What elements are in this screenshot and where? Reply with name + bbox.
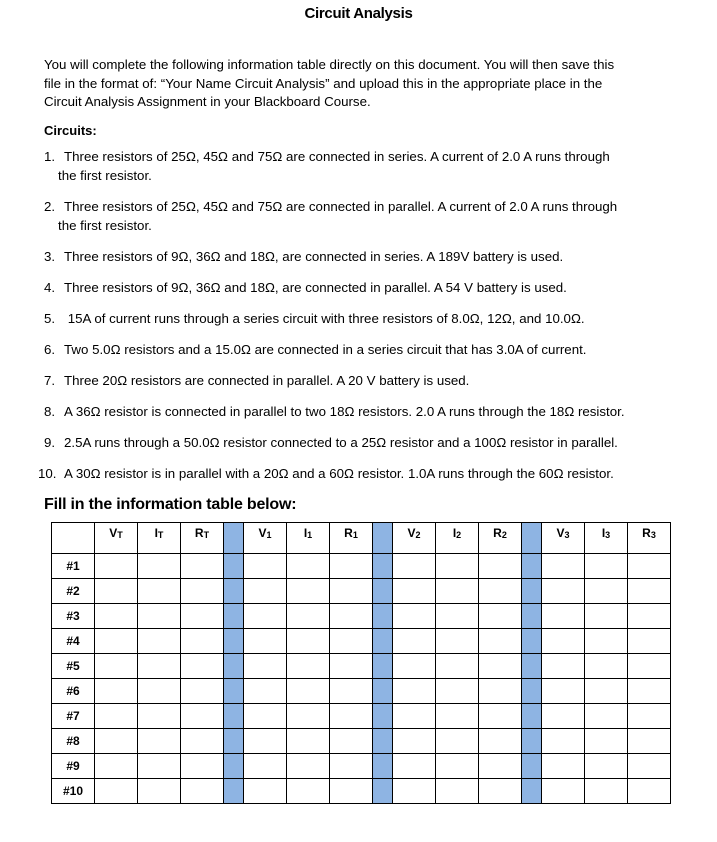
answer-cell[interactable] xyxy=(585,579,628,604)
header-subscript: 1 xyxy=(307,530,313,540)
answer-cell[interactable] xyxy=(138,754,181,779)
answer-cell[interactable] xyxy=(244,579,287,604)
answer-cell[interactable] xyxy=(287,654,330,679)
header-symbol: I xyxy=(154,526,158,540)
header-symbol: V xyxy=(258,526,267,540)
answer-cell[interactable] xyxy=(95,629,138,654)
answer-cell[interactable] xyxy=(585,754,628,779)
answer-cell[interactable] xyxy=(95,754,138,779)
answer-cell[interactable] xyxy=(542,704,585,729)
answer-cell[interactable] xyxy=(393,729,436,754)
answer-cell[interactable] xyxy=(287,779,330,804)
column-header xyxy=(479,523,522,554)
column-separator xyxy=(373,654,393,679)
answer-cell[interactable] xyxy=(436,554,479,579)
problem-text: 15A of current runs through a series circuit with three resistors of 8.0Ω, 12Ω, and 10.0Ω. xyxy=(64,311,585,326)
answer-cell[interactable] xyxy=(436,729,479,754)
row-label: #7 xyxy=(52,704,95,729)
answer-cell[interactable] xyxy=(181,729,224,754)
header-symbol: R xyxy=(642,526,651,540)
answer-cell[interactable] xyxy=(542,779,585,804)
column-separator xyxy=(522,523,542,554)
answer-cell[interactable] xyxy=(95,554,138,579)
problem-number: 1. xyxy=(44,149,56,164)
column-header xyxy=(244,523,287,554)
answer-cell[interactable] xyxy=(479,654,522,679)
column-separator xyxy=(522,629,542,654)
column-separator xyxy=(522,704,542,729)
header-subscript: 2 xyxy=(415,530,421,540)
answer-cell[interactable] xyxy=(287,729,330,754)
answer-cell[interactable] xyxy=(181,754,224,779)
row-label: #3 xyxy=(52,604,95,629)
answer-cell[interactable] xyxy=(585,729,628,754)
answer-cell[interactable] xyxy=(393,704,436,729)
answer-cell[interactable] xyxy=(542,629,585,654)
answer-cell[interactable] xyxy=(138,704,181,729)
table-row xyxy=(52,679,671,704)
table-header-row xyxy=(52,523,671,554)
column-separator xyxy=(373,754,393,779)
column-header xyxy=(181,523,224,554)
answer-cell[interactable] xyxy=(628,679,671,704)
problem-number: 5. xyxy=(44,311,56,326)
answer-cell[interactable] xyxy=(393,604,436,629)
answer-cell[interactable] xyxy=(628,629,671,654)
column-separator xyxy=(373,579,393,604)
problem-text: Three 20Ω resistors are connected in parallel. A 20 V battery is used. xyxy=(64,373,470,388)
answer-cell[interactable] xyxy=(138,679,181,704)
problem-text: Three resistors of 25Ω, 45Ω and 75Ω are connected in series. A current of 2.0 A runs through xyxy=(64,149,610,164)
answer-cell[interactable] xyxy=(436,704,479,729)
answer-cell[interactable] xyxy=(542,554,585,579)
answer-cell[interactable] xyxy=(95,704,138,729)
column-separator xyxy=(522,554,542,579)
problem-number: 3. xyxy=(44,249,56,264)
answer-cell[interactable] xyxy=(95,604,138,629)
header-symbol: I xyxy=(303,526,308,540)
header-subscript: 1 xyxy=(352,530,358,540)
answer-cell[interactable] xyxy=(244,629,287,654)
answer-cell[interactable] xyxy=(393,754,436,779)
column-separator xyxy=(373,679,393,704)
answer-cell[interactable] xyxy=(585,604,628,629)
row-label: #10 xyxy=(52,779,95,804)
header-symbol: R xyxy=(344,526,353,540)
answer-cell[interactable] xyxy=(436,579,479,604)
answer-cell[interactable] xyxy=(181,629,224,654)
answer-cell[interactable] xyxy=(138,654,181,679)
answer-cell[interactable] xyxy=(436,604,479,629)
header-subscript: 2 xyxy=(456,530,462,540)
answer-cell[interactable] xyxy=(287,579,330,604)
column-header xyxy=(585,523,628,554)
row-label: #4 xyxy=(52,629,95,654)
column-separator xyxy=(224,629,244,654)
column-separator xyxy=(373,779,393,804)
answer-cell[interactable] xyxy=(181,779,224,804)
problem-text-continued: the first resistor. xyxy=(58,167,152,183)
row-label: #1 xyxy=(52,554,95,579)
header-subscript: T xyxy=(117,530,123,540)
answer-cell[interactable] xyxy=(542,679,585,704)
row-label: #2 xyxy=(52,579,95,604)
answer-cell[interactable] xyxy=(138,629,181,654)
problem-item xyxy=(44,198,617,235)
row-label: #5 xyxy=(52,654,95,679)
answer-cell[interactable] xyxy=(181,554,224,579)
problem-item xyxy=(44,310,585,329)
answer-cell[interactable] xyxy=(330,654,373,679)
answer-cell[interactable] xyxy=(542,579,585,604)
answer-cell[interactable] xyxy=(244,554,287,579)
answer-cell[interactable] xyxy=(244,754,287,779)
answer-cell[interactable] xyxy=(330,604,373,629)
answer-cell[interactable] xyxy=(393,654,436,679)
answer-cell[interactable] xyxy=(330,629,373,654)
answer-cell[interactable] xyxy=(436,679,479,704)
answer-cell[interactable] xyxy=(628,704,671,729)
problem-text-continued: the first resistor. xyxy=(58,217,152,233)
answer-cell[interactable] xyxy=(95,729,138,754)
answer-cell[interactable] xyxy=(330,704,373,729)
column-header xyxy=(436,523,479,554)
column-separator xyxy=(224,754,244,779)
answer-cell[interactable] xyxy=(479,704,522,729)
answer-cell[interactable] xyxy=(95,654,138,679)
answer-cell[interactable] xyxy=(287,679,330,704)
answer-cell[interactable] xyxy=(393,579,436,604)
answer-cell[interactable] xyxy=(244,704,287,729)
column-separator xyxy=(224,554,244,579)
problem-text: Three resistors of 9Ω, 36Ω and 18Ω, are connected in parallel. A 54 V battery is used. xyxy=(64,280,567,295)
answer-cell[interactable] xyxy=(542,729,585,754)
header-subscript: 1 xyxy=(266,530,272,540)
answer-cell[interactable] xyxy=(479,604,522,629)
header-subscript: T xyxy=(157,530,164,540)
answer-cell[interactable] xyxy=(138,604,181,629)
problem-item xyxy=(44,248,563,267)
column-separator xyxy=(522,654,542,679)
answer-cell[interactable] xyxy=(393,679,436,704)
column-header xyxy=(138,523,181,554)
answer-cell[interactable] xyxy=(330,729,373,754)
column-header xyxy=(628,523,671,554)
answer-cell[interactable] xyxy=(628,604,671,629)
table-row xyxy=(52,729,671,754)
header-symbol: R xyxy=(194,526,204,540)
column-separator xyxy=(224,604,244,629)
problem-text: Three resistors of 9Ω, 36Ω and 18Ω, are connected in series. A 189V battery is used. xyxy=(64,249,564,264)
column-separator xyxy=(373,523,393,554)
row-label: #8 xyxy=(52,729,95,754)
column-separator xyxy=(522,679,542,704)
table-row xyxy=(52,629,671,654)
column-header xyxy=(542,523,585,554)
column-header xyxy=(95,523,138,554)
table-row xyxy=(52,554,671,579)
answer-cell[interactable] xyxy=(436,779,479,804)
column-separator xyxy=(224,579,244,604)
answer-cell[interactable] xyxy=(330,579,373,604)
column-separator xyxy=(522,779,542,804)
row-label: #6 xyxy=(52,679,95,704)
header-symbol: I xyxy=(601,526,606,540)
answer-cell[interactable] xyxy=(138,729,181,754)
problem-number: 9. xyxy=(44,435,56,450)
header-subscript: T xyxy=(203,530,210,540)
problem-item xyxy=(44,148,610,185)
answer-cell[interactable] xyxy=(585,554,628,579)
answer-cell[interactable] xyxy=(585,629,628,654)
answer-cell[interactable] xyxy=(479,729,522,754)
column-separator xyxy=(522,579,542,604)
answer-cell[interactable] xyxy=(628,729,671,754)
answer-cell[interactable] xyxy=(393,629,436,654)
column-header xyxy=(330,523,373,554)
answer-cell[interactable] xyxy=(244,729,287,754)
answer-cell[interactable] xyxy=(181,654,224,679)
problem-number: 4. xyxy=(44,280,56,295)
answer-cell[interactable] xyxy=(479,579,522,604)
column-separator xyxy=(522,729,542,754)
answer-cell[interactable] xyxy=(138,579,181,604)
problem-item xyxy=(44,434,618,453)
corner-cell xyxy=(52,523,95,554)
answer-cell[interactable] xyxy=(95,679,138,704)
answer-cell[interactable] xyxy=(181,579,224,604)
answer-cell[interactable] xyxy=(330,679,373,704)
header-symbol: R xyxy=(493,526,502,540)
problem-item xyxy=(44,403,625,422)
answer-cell[interactable] xyxy=(181,679,224,704)
circuits-heading: Circuits: xyxy=(44,123,97,138)
table-row xyxy=(52,704,671,729)
table-row xyxy=(52,579,671,604)
answer-cell[interactable] xyxy=(95,579,138,604)
answer-cell[interactable] xyxy=(585,779,628,804)
answer-cell[interactable] xyxy=(542,754,585,779)
problem-text: Three resistors of 25Ω, 45Ω and 75Ω are connected in parallel. A current of 2.0 A runs through xyxy=(64,199,618,214)
answer-cell[interactable] xyxy=(542,654,585,679)
answer-cell[interactable] xyxy=(138,554,181,579)
answer-cell[interactable] xyxy=(287,704,330,729)
answer-cell[interactable] xyxy=(181,704,224,729)
header-subscript: 3 xyxy=(605,530,611,540)
column-header xyxy=(393,523,436,554)
answer-cell[interactable] xyxy=(585,654,628,679)
answer-cell[interactable] xyxy=(393,554,436,579)
answer-cell[interactable] xyxy=(287,604,330,629)
answer-cell[interactable] xyxy=(181,604,224,629)
intro-line: You will complete the following information table directly on this document. You will then save this xyxy=(44,57,615,72)
answer-cell[interactable] xyxy=(628,579,671,604)
column-separator xyxy=(522,604,542,629)
column-separator xyxy=(373,629,393,654)
column-separator xyxy=(373,604,393,629)
answer-cell[interactable] xyxy=(628,754,671,779)
column-header xyxy=(287,523,330,554)
column-separator xyxy=(224,779,244,804)
answer-cell[interactable] xyxy=(95,779,138,804)
table-row xyxy=(52,754,671,779)
header-symbol: I xyxy=(452,526,457,540)
answer-cell[interactable] xyxy=(479,754,522,779)
answer-cell[interactable] xyxy=(542,604,585,629)
answer-cell[interactable] xyxy=(585,679,628,704)
answer-cell[interactable] xyxy=(287,629,330,654)
problem-number: 2. xyxy=(44,199,56,214)
column-separator xyxy=(224,523,244,554)
answer-cell[interactable] xyxy=(436,654,479,679)
answer-cell[interactable] xyxy=(436,754,479,779)
table-row xyxy=(52,654,671,679)
column-separator xyxy=(373,704,393,729)
answer-cell[interactable] xyxy=(287,754,330,779)
answer-cell[interactable] xyxy=(479,679,522,704)
information-table xyxy=(51,522,671,804)
page-title: Circuit Analysis xyxy=(304,5,413,22)
problem-number: 8. xyxy=(44,404,56,419)
column-separator xyxy=(224,704,244,729)
answer-cell[interactable] xyxy=(330,779,373,804)
answer-cell[interactable] xyxy=(479,629,522,654)
answer-cell[interactable] xyxy=(244,779,287,804)
problem-number: 6. xyxy=(44,342,56,357)
problem-text: A 30Ω resistor is in parallel with a 20Ω and a 60Ω resistor. 1.0A runs through the 60Ω resistor. xyxy=(64,466,614,481)
row-label: #9 xyxy=(52,754,95,779)
column-separator xyxy=(373,729,393,754)
answer-cell[interactable] xyxy=(244,654,287,679)
table-row xyxy=(52,779,671,804)
problem-text: A 36Ω resistor is connected in parallel to two 18Ω resistors. 2.0 A runs through the 18Ω resistor. xyxy=(64,404,625,419)
answer-cell[interactable] xyxy=(330,754,373,779)
problem-item xyxy=(38,465,614,484)
answer-cell[interactable] xyxy=(244,604,287,629)
answer-cell[interactable] xyxy=(138,779,181,804)
header-subscript: 2 xyxy=(501,530,507,540)
answer-cell[interactable] xyxy=(479,779,522,804)
column-separator xyxy=(224,729,244,754)
header-symbol: V xyxy=(109,526,118,540)
answer-cell[interactable] xyxy=(330,554,373,579)
intro-line: file in the format of: “Your Name Circuit Analysis” and upload this in the appropriate place in the xyxy=(44,75,603,91)
answer-cell[interactable] xyxy=(244,679,287,704)
column-separator xyxy=(373,554,393,579)
problem-item xyxy=(44,341,586,360)
problem-text: Two 5.0Ω resistors and a 15.0Ω are connected in a series circuit that has 3.0A of current. xyxy=(64,342,587,357)
problem-item xyxy=(44,372,469,391)
answer-cell[interactable] xyxy=(628,779,671,804)
problem-number: 7. xyxy=(44,373,56,388)
answer-cell[interactable] xyxy=(479,554,522,579)
intro-paragraph xyxy=(44,56,684,112)
table-row xyxy=(52,604,671,629)
column-separator xyxy=(224,679,244,704)
header-subscript: 3 xyxy=(564,530,570,540)
fill-table-heading: Fill in the information table below: xyxy=(44,496,297,513)
answer-cell[interactable] xyxy=(628,654,671,679)
answer-cell[interactable] xyxy=(585,704,628,729)
problem-number: 10. xyxy=(38,466,57,481)
problem-item xyxy=(44,279,567,298)
header-symbol: V xyxy=(556,526,565,540)
column-separator xyxy=(522,754,542,779)
column-separator xyxy=(224,654,244,679)
intro-line: Circuit Analysis Assignment in your Blackboard Course. xyxy=(44,94,371,110)
answer-cell[interactable] xyxy=(628,554,671,579)
header-subscript: 3 xyxy=(650,530,656,540)
answer-cell[interactable] xyxy=(287,554,330,579)
header-symbol: V xyxy=(407,526,416,540)
answer-cell[interactable] xyxy=(436,629,479,654)
answer-cell[interactable] xyxy=(393,779,436,804)
problem-text: 2.5A runs through a 50.0Ω resistor connected to a 25Ω resistor and a 100Ω resistor in parallel. xyxy=(64,435,618,450)
